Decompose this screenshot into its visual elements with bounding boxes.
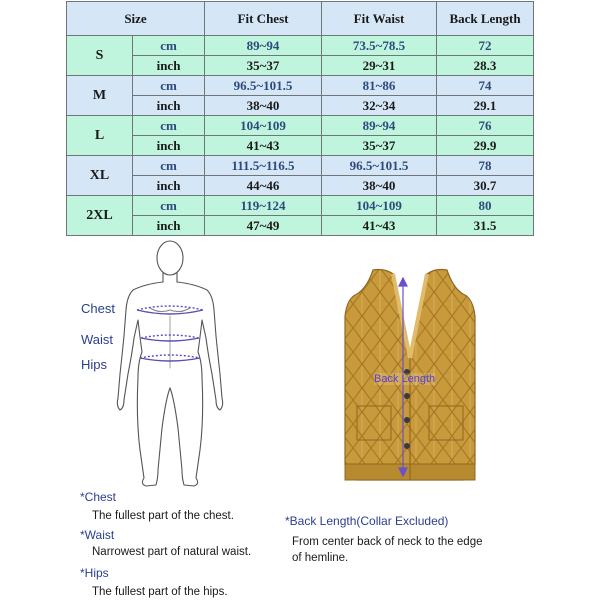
note-chest-desc: The fullest part of the chest. (92, 510, 234, 522)
waist-cell: 89~94 (322, 116, 437, 136)
table-row (67, 96, 534, 116)
body-label-waist: Waist (81, 332, 114, 347)
chest-cell: 104~109 (205, 116, 322, 136)
size-chart-table (66, 1, 534, 236)
note-waist-desc: Narrowest part of natural waist. (92, 546, 252, 558)
chest-cell: 47~49 (205, 216, 322, 236)
note-hips-desc: The fullest part of the hips. (92, 586, 228, 598)
waist-cell: 81~86 (322, 76, 437, 96)
back-cell: 72 (437, 36, 534, 56)
vest-label-back-length: Back Length (374, 373, 436, 385)
back-cell: 29.1 (437, 96, 534, 116)
back-cell: 76 (437, 116, 534, 136)
table-row (67, 216, 534, 236)
unit-cell: inch (133, 136, 205, 156)
size-label: XL (67, 156, 133, 196)
chest-cell: 96.5~101.5 (205, 76, 322, 96)
size-label: 2XL (67, 196, 133, 236)
unit-cell: cm (133, 156, 205, 176)
chest-cell: 35~37 (205, 56, 322, 76)
table-row (67, 156, 534, 176)
note-back-desc-1: From center back of neck to the edge (292, 536, 483, 548)
chest-cell: 44~46 (205, 176, 322, 196)
header-back-length: Back Length (437, 2, 534, 36)
header-fit-chest: Fit Chest (205, 2, 322, 36)
unit-cell: cm (133, 36, 205, 56)
size-label: S (67, 36, 133, 76)
back-cell: 31.5 (437, 216, 534, 236)
table-header-row (67, 2, 534, 36)
waist-cell: 41~43 (322, 216, 437, 236)
unit-cell: cm (133, 76, 205, 96)
header-fit-waist: Fit Waist (322, 2, 437, 36)
note-hips-title: *Hips (80, 566, 109, 580)
table-row (67, 136, 534, 156)
back-cell: 74 (437, 76, 534, 96)
waist-cell: 29~31 (322, 56, 437, 76)
table-row (67, 196, 534, 216)
chest-cell: 38~40 (205, 96, 322, 116)
size-label: L (67, 116, 133, 156)
unit-cell: inch (133, 56, 205, 76)
back-cell: 30.7 (437, 176, 534, 196)
back-cell: 28.3 (437, 56, 534, 76)
unit-cell: inch (133, 96, 205, 116)
note-waist-title: *Waist (80, 528, 115, 542)
back-cell: 78 (437, 156, 534, 176)
waist-cell: 73.5~78.5 (322, 36, 437, 56)
chest-cell: 111.5~116.5 (205, 156, 322, 176)
size-label: M (67, 76, 133, 116)
chest-cell: 41~43 (205, 136, 322, 156)
unit-cell: cm (133, 116, 205, 136)
table-row (67, 76, 534, 96)
body-outline-figure (100, 238, 240, 490)
table-row (67, 36, 534, 56)
waist-cell: 35~37 (322, 136, 437, 156)
chest-cell: 119~124 (205, 196, 322, 216)
header-size: Size (67, 2, 205, 36)
table-row (67, 116, 534, 136)
back-cell: 80 (437, 196, 534, 216)
back-cell: 29.9 (437, 136, 534, 156)
unit-cell: inch (133, 176, 205, 196)
note-chest-title: *Chest (80, 490, 117, 504)
table-row (67, 56, 534, 76)
body-label-hips: Hips (81, 357, 108, 372)
waist-cell: 32~34 (322, 96, 437, 116)
waist-cell: 96.5~101.5 (322, 156, 437, 176)
waist-cell: 104~109 (322, 196, 437, 216)
chest-cell: 89~94 (205, 36, 322, 56)
note-back-title: *Back Length(Collar Excluded) (285, 514, 449, 528)
table-row (67, 176, 534, 196)
unit-cell: cm (133, 196, 205, 216)
waist-cell: 38~40 (322, 176, 437, 196)
note-back-desc-2: of hemline. (292, 552, 349, 564)
unit-cell: inch (133, 216, 205, 236)
body-label-chest: Chest (81, 301, 115, 316)
